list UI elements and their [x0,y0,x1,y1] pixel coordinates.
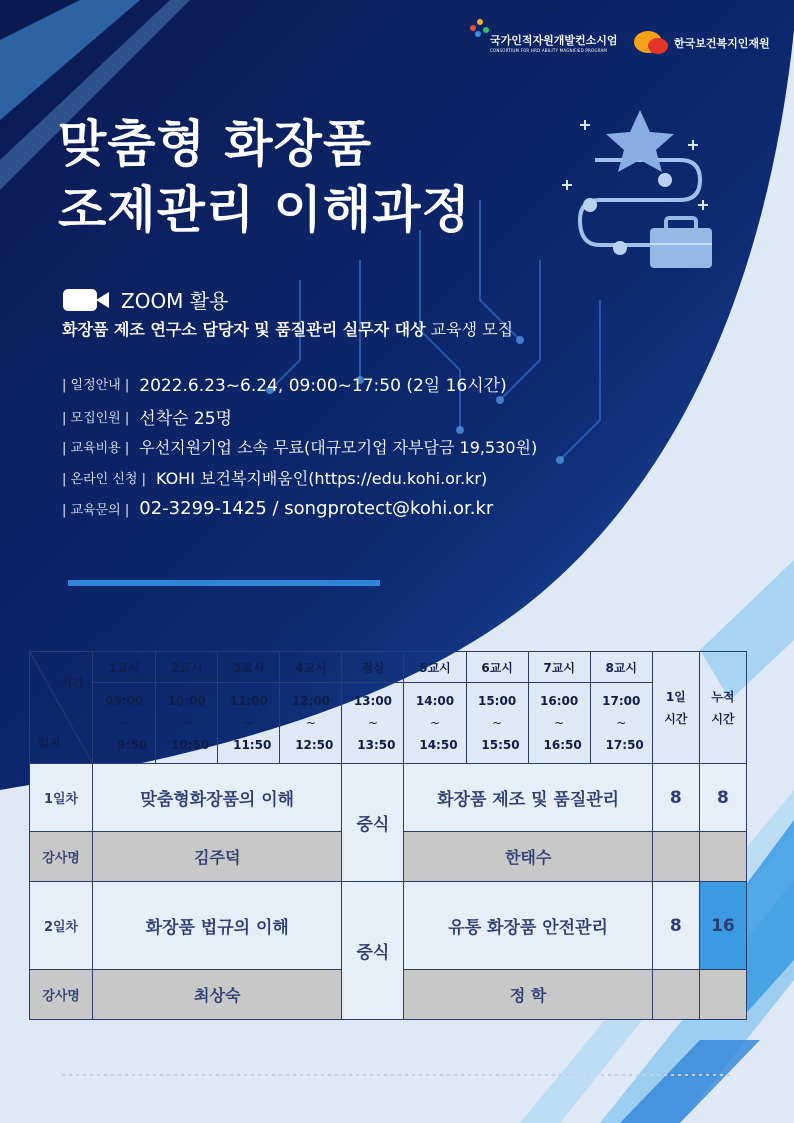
info-value: 2022.6.23~6.24, 09:00~17:50 (2일 16시간) [139,375,507,396]
time-tilde: ~ [616,716,627,730]
schedule-table [29,651,747,1020]
time-start: 12:00 [291,694,330,708]
info-label: | 교육문의 | [62,502,130,518]
video-camera-icon [63,289,111,311]
time-tilde: ~ [243,716,254,730]
daily-hours-value: 8 [652,882,699,970]
time-tilde: ~ [492,716,503,730]
time-tilde: ~ [181,716,192,730]
empty-cell [699,970,746,1020]
time-range-cell [528,683,590,764]
info-row-capacity [62,401,232,431]
time-tilde: ~ [554,716,565,730]
time-range-cell [156,683,218,764]
info-label: | 일정안내 | [62,377,130,393]
info-row-schedule [62,368,507,398]
info-value: 02-3299-1425 / songprotect@kohi.or.kr [139,497,494,519]
cumulative-hours-value: 16 [699,882,746,970]
target-audience-bold: 화장품 제조 연구소 담당자 및 품질관리 실무자 대상 [62,320,426,339]
info-row-online [62,462,487,492]
info-value: KOHI 보건복지배움인(https://edu.kohi.or.kr) [155,468,488,488]
consortium-logo [490,32,618,53]
kohi-logo: 한국보건복지인재원 [674,37,770,50]
period-header: 1교시 [93,652,156,683]
period-header: 2교시 [156,652,218,683]
time-range-cell [342,683,404,764]
lunch-cell: 중식 [342,764,404,882]
daily-hours-value: 8 [652,764,699,832]
instructor-morning: 최상숙 [93,970,342,1020]
table-corner-cell [30,652,93,764]
time-start: 09:00 [105,694,144,708]
zoom-line [63,285,228,314]
time-end: 17:50 [605,738,644,752]
time-start: 10:00 [167,694,206,708]
time-range-cell [466,683,528,764]
target-audience [62,317,513,340]
info-label: | 모집인원 | [62,410,130,426]
instructor-label: 강사명 [30,832,93,882]
course-afternoon: 유통 화장품 안전관리 [404,882,652,970]
title-line-2: 조제관리 이해과정 [58,181,471,239]
daily-hours-header: 1일 시간 [652,652,699,764]
period-header: 점심 [342,652,404,683]
instructor-morning: 김주덕 [93,832,342,882]
empty-cell [652,970,699,1020]
period-header: 5교시 [404,652,466,683]
time-range-cell [280,683,342,764]
day-label: 1일차 [30,764,93,832]
period-header: 3교시 [218,652,280,683]
course-afternoon: 화장품 제조 및 품질관리 [404,764,652,832]
instructor-afternoon: 정 학 [404,970,652,1020]
time-start: 17:00 [602,694,641,708]
info-value: 우선지원기업 소속 무료(대규모기업 자부담금 19,530원) [139,437,538,457]
cumulative-hours-header: 누적 시간 [699,652,746,764]
time-tilde: ~ [305,716,316,730]
consortium-logo-text: 국가인적자원개발컨소시엄 [490,34,618,47]
empty-cell [699,832,746,882]
time-tilde: ~ [429,716,441,730]
period-header: 4교시 [280,652,342,683]
time-range-cell [93,683,156,764]
target-audience-normal: 교육생 모집 [425,320,514,339]
time-range-cell [590,683,652,764]
title-line-1: 맞춤형 화장품 [58,115,373,173]
time-end: 10:50 [171,738,210,752]
time-tilde: ~ [119,716,130,730]
time-range-cell [404,683,466,764]
period-header: 6교시 [466,652,528,683]
time-start: 13:00 [353,694,393,708]
time-start: 16:00 [540,694,579,708]
zoom-label: ZOOM 활용 [121,289,229,313]
time-end: 9:50 [117,738,148,752]
time-end: 15:50 [481,738,520,752]
instructor-label: 강사명 [30,970,93,1020]
time-end: 16:50 [543,738,582,752]
corner-day-label: 일자 [38,736,62,750]
day-label: 2일차 [30,882,93,970]
instructor-afternoon: 한태수 [404,832,652,882]
consortium-logo-subtext: CONSORTIUM FOR HRD ABILITY MAGNIFIED PROGRAM [490,48,608,53]
time-start: 15:00 [477,694,517,708]
time-end: 11:50 [233,738,272,752]
period-header: 7교시 [528,652,590,683]
info-value: 선착순 25명 [139,408,232,429]
time-start: 11:00 [229,694,268,708]
time-end: 14:50 [419,738,458,752]
time-range-cell [218,683,280,764]
period-header: 8교시 [590,652,652,683]
course-morning: 화장품 법규의 이해 [93,882,342,970]
time-tilde: ~ [367,716,378,730]
time-end: 13:50 [357,738,396,752]
cumulative-hours-value: 8 [699,764,746,832]
info-label: | 교육비용 | [62,440,130,456]
course-morning: 맞춤형화장품의 이해 [93,764,342,832]
info-label: | 온라인 신청 | [62,471,146,487]
time-end: 12:50 [295,738,334,752]
info-row-fee [62,431,537,461]
time-start: 14:00 [415,694,455,708]
lunch-cell: 중식 [342,882,404,1020]
info-row-contact [62,493,493,523]
empty-cell [652,832,699,882]
corner-time-label: 시간 [60,676,85,690]
